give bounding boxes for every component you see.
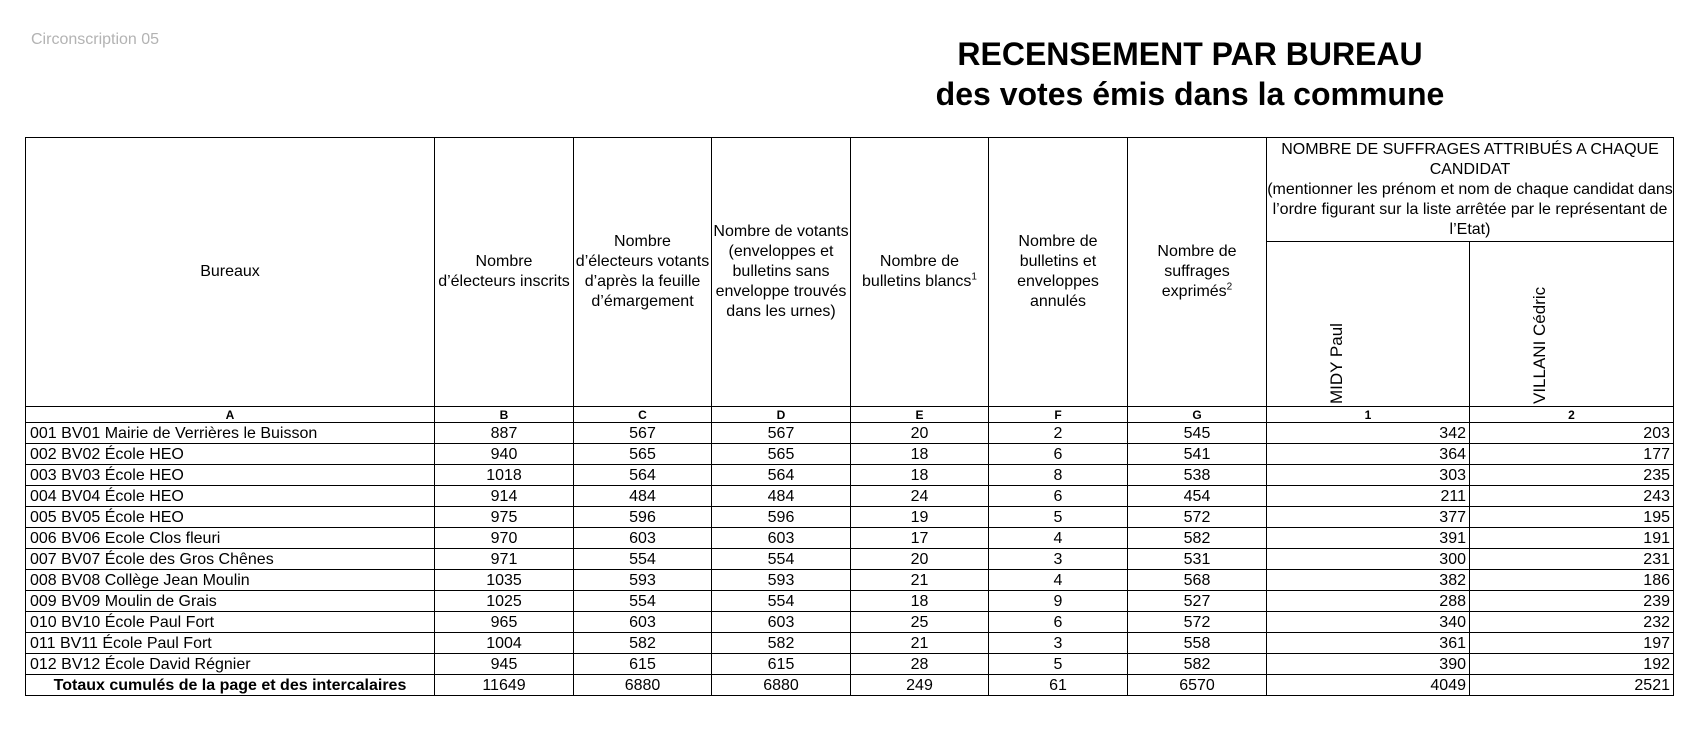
totals-row xyxy=(26,675,1674,696)
page-title xyxy=(880,34,1500,114)
inscrits-cell: 975 xyxy=(435,507,574,528)
suffrages-note: (mentionner les prénom et nom de chaque candidat dans l’ordre figurant sur la liste arrêtée par le représentant de l’Etat) xyxy=(1267,180,1673,238)
votants-urnes-cell: 596 xyxy=(712,507,851,528)
exprimes-cell: 572 xyxy=(1128,612,1267,633)
candidate-2-votes: 186 xyxy=(1470,570,1674,591)
votants-urnes-cell: 564 xyxy=(712,465,851,486)
votants-urnes-cell: 554 xyxy=(712,591,851,612)
votants-feuille-cell: 564 xyxy=(574,465,712,486)
total-candidate-2: 2521 xyxy=(1470,675,1674,696)
blancs-cell: 17 xyxy=(851,528,989,549)
inscrits-cell: 1025 xyxy=(435,591,574,612)
header-candidate-1 xyxy=(1267,242,1470,407)
candidate-2-votes: 203 xyxy=(1470,423,1674,444)
totals-label: Totaux cumulés de la page et des intercalaires xyxy=(26,675,435,696)
inscrits-cell: 1018 xyxy=(435,465,574,486)
exprimes-cell: 541 xyxy=(1128,444,1267,465)
blancs-cell: 20 xyxy=(851,423,989,444)
table-row xyxy=(26,444,1674,465)
bureau-name: 001 BV01 Mairie de Verrières le Buisson xyxy=(26,423,435,444)
inscrits-cell: 887 xyxy=(435,423,574,444)
column-letter: B xyxy=(435,407,574,423)
bureau-name: 007 BV07 École des Gros Chênes xyxy=(26,549,435,570)
annules-cell: 5 xyxy=(989,507,1128,528)
candidate-1-votes: 211 xyxy=(1267,486,1470,507)
inscrits-cell: 914 xyxy=(435,486,574,507)
annules-cell: 6 xyxy=(989,444,1128,465)
exprimes-cell: 527 xyxy=(1128,591,1267,612)
census-table xyxy=(25,137,1674,696)
candidate-2-votes: 191 xyxy=(1470,528,1674,549)
blancs-cell: 18 xyxy=(851,444,989,465)
votants-urnes-cell: 582 xyxy=(712,633,851,654)
bureau-name: 002 BV02 École HEO xyxy=(26,444,435,465)
header-bureaux: Bureaux xyxy=(26,138,435,407)
inscrits-cell: 940 xyxy=(435,444,574,465)
candidate-1-votes: 377 xyxy=(1267,507,1470,528)
annules-cell: 8 xyxy=(989,465,1128,486)
inscrits-cell: 1004 xyxy=(435,633,574,654)
blancs-cell: 18 xyxy=(851,465,989,486)
candidate-1-votes: 340 xyxy=(1267,612,1470,633)
blancs-cell: 24 xyxy=(851,486,989,507)
table-row xyxy=(26,633,1674,654)
exprimes-cell: 545 xyxy=(1128,423,1267,444)
bureau-name: 006 BV06 Ecole Clos fleuri xyxy=(26,528,435,549)
header-annules: Nombre de bulletins et enveloppes annulés xyxy=(989,138,1128,407)
total-candidate-1: 4049 xyxy=(1267,675,1470,696)
votants-feuille-cell: 484 xyxy=(574,486,712,507)
blancs-cell: 28 xyxy=(851,654,989,675)
candidate-1-name: MIDY Paul xyxy=(1327,323,1346,404)
bureau-name: 004 BV04 École HEO xyxy=(26,486,435,507)
candidate-1-votes: 382 xyxy=(1267,570,1470,591)
bureau-name: 011 BV11 École Paul Fort xyxy=(26,633,435,654)
votants-urnes-cell: 603 xyxy=(712,528,851,549)
title-line-1: RECENSEMENT PAR BUREAU xyxy=(957,36,1423,72)
votants-feuille-cell: 582 xyxy=(574,633,712,654)
blancs-cell: 21 xyxy=(851,633,989,654)
total-blancs: 249 xyxy=(851,675,989,696)
votants-feuille-cell: 596 xyxy=(574,507,712,528)
candidate-2-votes: 235 xyxy=(1470,465,1674,486)
votants-feuille-cell: 615 xyxy=(574,654,712,675)
total-annules: 61 xyxy=(989,675,1128,696)
votants-urnes-cell: 603 xyxy=(712,612,851,633)
votants-feuille-cell: 603 xyxy=(574,612,712,633)
header-votants-feuille: Nombre d’électeurs votants d’après la feuille d’émargement xyxy=(574,138,712,407)
exprimes-cell: 531 xyxy=(1128,549,1267,570)
table-row xyxy=(26,486,1674,507)
footnote-1: 1 xyxy=(971,271,977,283)
candidate-1-votes: 288 xyxy=(1267,591,1470,612)
candidate-2-votes: 177 xyxy=(1470,444,1674,465)
candidate-1-votes: 300 xyxy=(1267,549,1470,570)
candidate-1-votes: 364 xyxy=(1267,444,1470,465)
column-letter: 1 xyxy=(1267,407,1470,423)
candidate-1-votes: 361 xyxy=(1267,633,1470,654)
total-inscrits: 11649 xyxy=(435,675,574,696)
column-letter: 2 xyxy=(1470,407,1674,423)
inscrits-cell: 965 xyxy=(435,612,574,633)
votants-feuille-cell: 554 xyxy=(574,549,712,570)
annules-cell: 5 xyxy=(989,654,1128,675)
table-row xyxy=(26,507,1674,528)
annules-cell: 9 xyxy=(989,591,1128,612)
column-letter: G xyxy=(1128,407,1267,423)
column-letters-row xyxy=(26,407,1674,423)
votants-feuille-cell: 565 xyxy=(574,444,712,465)
table-row xyxy=(26,528,1674,549)
votants-urnes-cell: 615 xyxy=(712,654,851,675)
inscrits-cell: 1035 xyxy=(435,570,574,591)
votants-urnes-cell: 567 xyxy=(712,423,851,444)
inscrits-cell: 971 xyxy=(435,549,574,570)
candidate-1-votes: 391 xyxy=(1267,528,1470,549)
votants-urnes-cell: 484 xyxy=(712,486,851,507)
candidate-1-votes: 342 xyxy=(1267,423,1470,444)
header-candidate-2 xyxy=(1470,242,1674,407)
votants-feuille-cell: 567 xyxy=(574,423,712,444)
votants-urnes-cell: 593 xyxy=(712,570,851,591)
title-line-2: des votes émis dans la commune xyxy=(935,76,1445,112)
table-row xyxy=(26,612,1674,633)
total-exprimes: 6570 xyxy=(1128,675,1267,696)
blancs-cell: 25 xyxy=(851,612,989,633)
exprimes-cell: 568 xyxy=(1128,570,1267,591)
table-row xyxy=(26,654,1674,675)
bureau-name: 009 BV09 Moulin de Grais xyxy=(26,591,435,612)
header-blancs: Nombre de bulletins blancs$^1$ xyxy=(851,138,989,407)
candidate-2-votes: 231 xyxy=(1470,549,1674,570)
column-letter: F xyxy=(989,407,1128,423)
exprimes-cell: 582 xyxy=(1128,528,1267,549)
bureau-name: 005 BV05 École HEO xyxy=(26,507,435,528)
candidate-2-votes: 243 xyxy=(1470,486,1674,507)
annules-cell: 2 xyxy=(989,423,1128,444)
candidate-2-votes: 197 xyxy=(1470,633,1674,654)
column-letter: C xyxy=(574,407,712,423)
annules-cell: 3 xyxy=(989,633,1128,654)
bureau-name: 012 BV12 École David Régnier xyxy=(26,654,435,675)
blancs-cell: 20 xyxy=(851,549,989,570)
blancs-cell: 18 xyxy=(851,591,989,612)
annules-cell: 3 xyxy=(989,549,1128,570)
exprimes-cell: 454 xyxy=(1128,486,1267,507)
votants-feuille-cell: 603 xyxy=(574,528,712,549)
header-inscrits: Nombre d’électeurs inscrits xyxy=(435,138,574,407)
column-letter: E xyxy=(851,407,989,423)
annules-cell: 6 xyxy=(989,612,1128,633)
table-row xyxy=(26,591,1674,612)
candidate-1-votes: 303 xyxy=(1267,465,1470,486)
total-votants-urnes: 6880 xyxy=(712,675,851,696)
votants-feuille-cell: 593 xyxy=(574,570,712,591)
blancs-cell: 19 xyxy=(851,507,989,528)
candidate-2-votes: 232 xyxy=(1470,612,1674,633)
blancs-cell: 21 xyxy=(851,570,989,591)
header-votants-urnes: Nombre de votants (enveloppes et bulletins sans enveloppe trouvés dans les urnes) xyxy=(712,138,851,407)
footnote-2: 2 xyxy=(1226,281,1233,293)
table-row xyxy=(26,570,1674,591)
total-votants-feuille: 6880 xyxy=(574,675,712,696)
circonscription-label: Circonscription 05 xyxy=(31,31,160,48)
votants-feuille-cell: 554 xyxy=(574,591,712,612)
table-row xyxy=(26,465,1674,486)
votants-urnes-cell: 565 xyxy=(712,444,851,465)
header-suffrages xyxy=(1267,138,1674,242)
inscrits-cell: 945 xyxy=(435,654,574,675)
candidate-2-votes: 195 xyxy=(1470,507,1674,528)
inscrits-cell: 970 xyxy=(435,528,574,549)
exprimes-cell: 582 xyxy=(1128,654,1267,675)
column-letter: D xyxy=(712,407,851,423)
annules-cell: 4 xyxy=(989,528,1128,549)
exprimes-cell: 538 xyxy=(1128,465,1267,486)
candidate-2-votes: 239 xyxy=(1470,591,1674,612)
bureau-name: 010 BV10 École Paul Fort xyxy=(26,612,435,633)
exprimes-cell: 572 xyxy=(1128,507,1267,528)
annules-cell: 6 xyxy=(989,486,1128,507)
bureau-name: 008 BV08 Collège Jean Moulin xyxy=(26,570,435,591)
candidate-2-name: VILLANI Cédric xyxy=(1530,286,1549,404)
annules-cell: 4 xyxy=(989,570,1128,591)
table-row xyxy=(26,423,1674,444)
column-letter: A xyxy=(26,407,435,423)
candidate-1-votes: 390 xyxy=(1267,654,1470,675)
suffrages-title: NOMBRE DE SUFFRAGES ATTRIBUÉS A CHAQUE CANDIDAT xyxy=(1281,140,1659,178)
candidate-2-votes: 192 xyxy=(1470,654,1674,675)
votants-urnes-cell: 554 xyxy=(712,549,851,570)
exprimes-cell: 558 xyxy=(1128,633,1267,654)
bureau-name: 003 BV03 École HEO xyxy=(26,465,435,486)
table-row xyxy=(26,549,1674,570)
header-exprimes: Nombre de suffrages exprimés$^2$ xyxy=(1128,138,1267,407)
